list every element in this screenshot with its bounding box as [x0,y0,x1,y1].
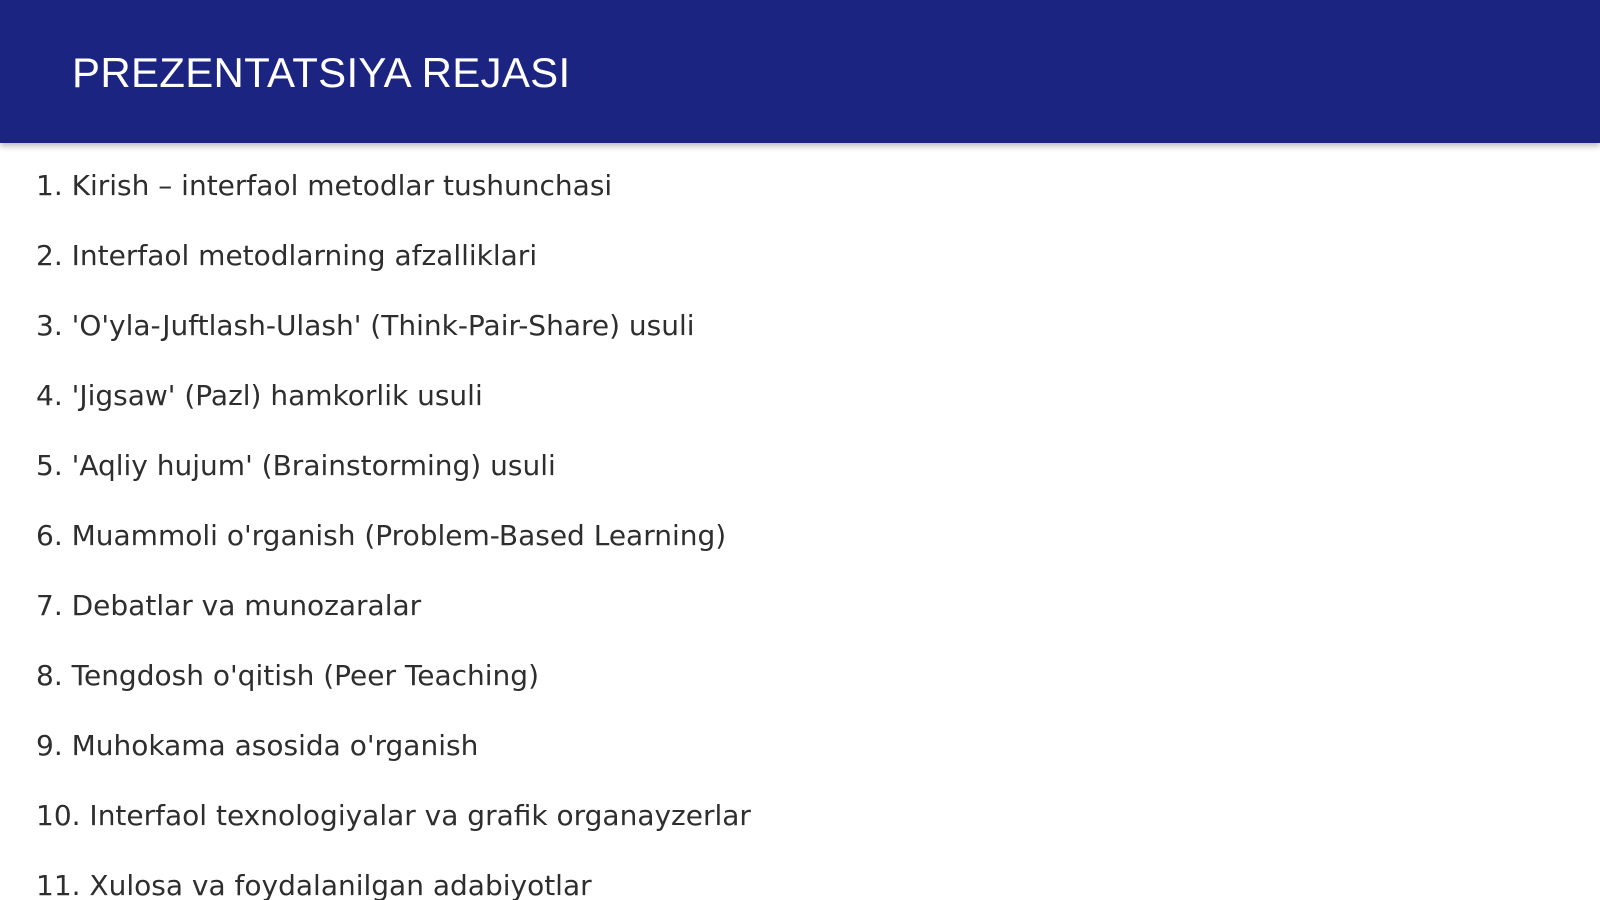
agenda-item-8: 8. Tengdosh o'qitish (Peer Teaching) [36,659,539,692]
agenda-item-11: 11. Xulosa va foydalanilgan adabiyotlar [36,869,592,900]
agenda-list [36,166,751,900]
agenda-item-9: 9. Muhokama asosida o'rganish [36,729,479,762]
agenda-item-7: 7. Debatlar va munozaralar [36,589,422,622]
agenda-item-6: 6. Muammoli o'rganish (Problem-Based Learning) [36,519,727,552]
agenda-item-2: 2. Interfaol metodlarning afzalliklari [36,239,538,272]
agenda-item-1: 1. Kirish – interfaol metodlar tushunchasi [36,169,613,202]
agenda-item-5: 5. 'Aqliy hujum' (Brainstorming) usuli [36,449,556,482]
agenda-item-10: 10. Interfaol texnologiyalar va grafik organayzerlar [36,799,751,832]
agenda-item-4: 4. 'Jigsaw' (Pazl) hamkorlik usuli [36,379,483,412]
slide-title: PREZENTATSIYA REJASI [72,49,571,96]
agenda-item-3: 3. 'O'yla-Juftlash-Ulash' (Think-Pair-Share) usuli [36,309,695,342]
header-bar [0,0,1600,143]
